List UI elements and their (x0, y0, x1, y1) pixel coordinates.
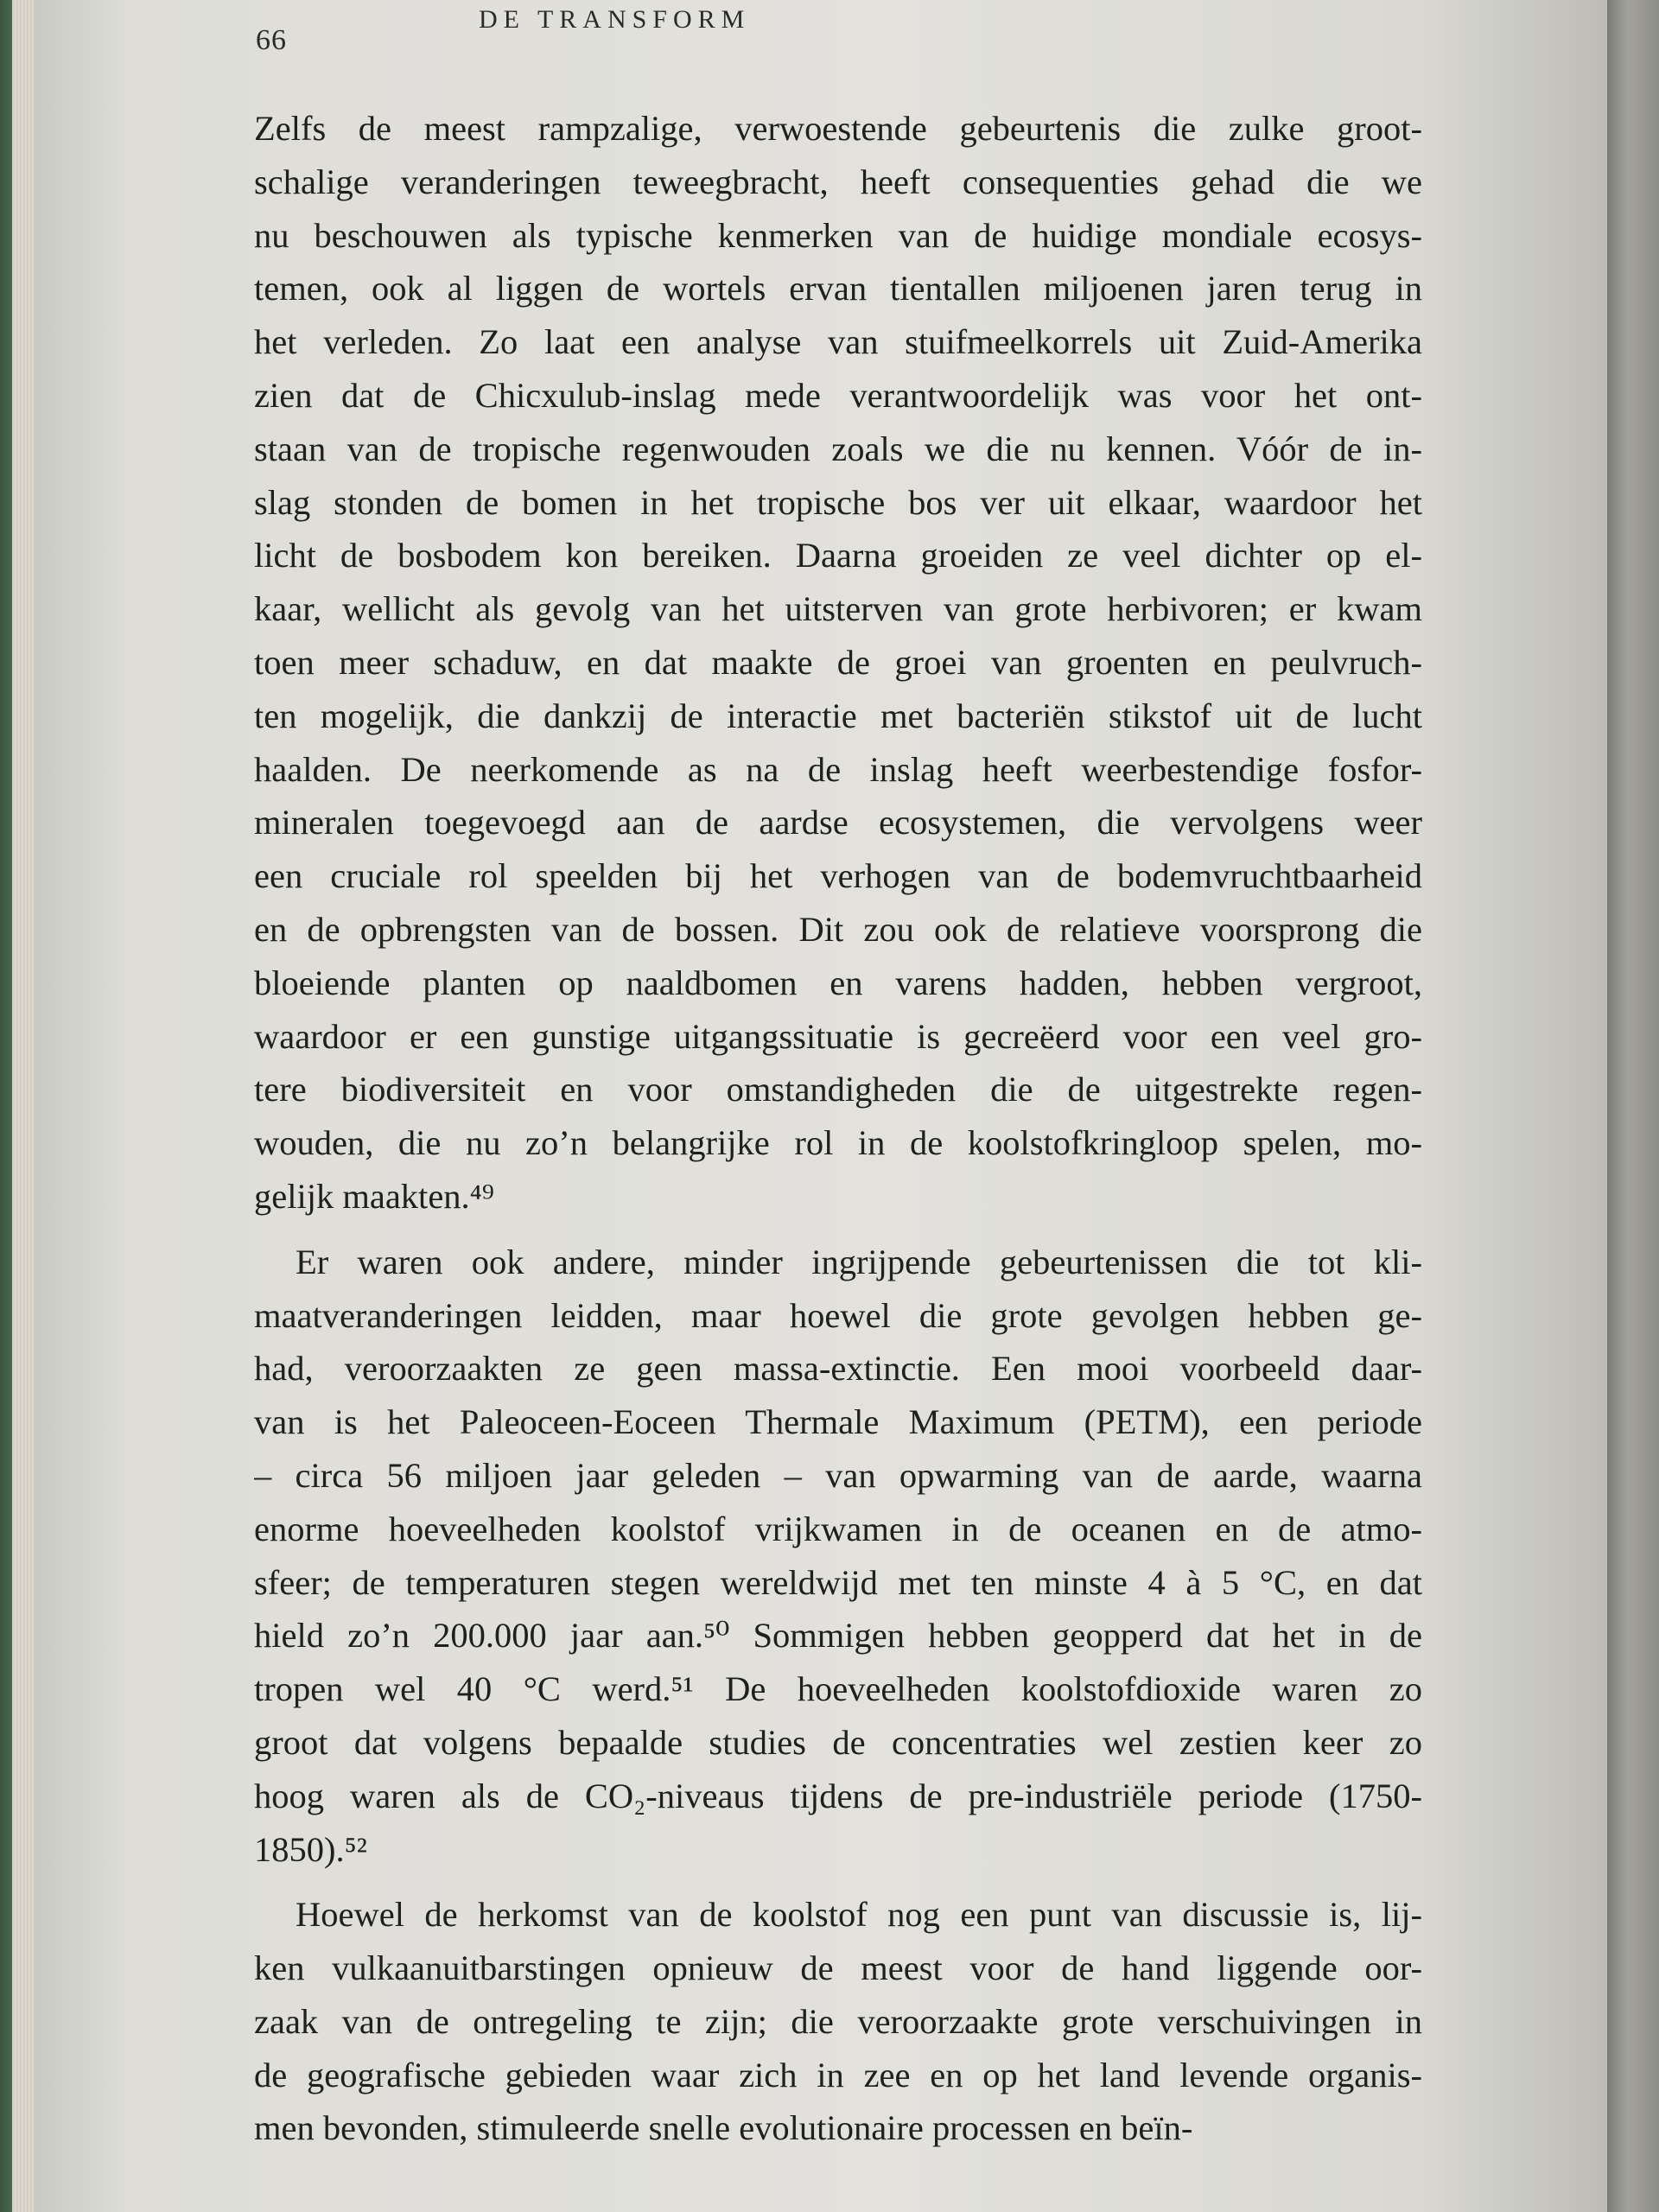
text-line: van is het Paleoceen-Eoceen Thermale Maximum (PETM), een periode (254, 1402, 1422, 1442)
text-line: temen, ook al liggen de wortels ervan tientallen miljoenen jaren terug in (254, 269, 1422, 308)
text-line: gelijk maakten.⁴⁹ (254, 1176, 494, 1216)
paragraph-gap (254, 1876, 1422, 1888)
text-line: de geografische gebieden waar zich in zee en op het land levende organis- (254, 2055, 1422, 2094)
page-number: 66 (256, 24, 287, 56)
text-line: een cruciale rol speelden bij het verhogen van de bodemvruchtbaarheid (254, 856, 1422, 896)
text-line: waardoor er een gunstige uitgangssituatie is gecreëerd voor een veel gro- (254, 1016, 1422, 1056)
text-line: ten mogelijk, die dankzij de interactie met bacteriën stikstof uit de lucht (254, 696, 1422, 735)
text-line: had, veroorzaakten ze geen massa-extinctie. Een mooi voorbeeld daar- (254, 1349, 1422, 1389)
text-line: 1850).⁵² (254, 1829, 367, 1869)
text-line: zien dat de Chicxulub-inslag mede verantwoordelijk was voor het ont- (254, 375, 1422, 415)
text-line: het verleden. Zo laat een analyse van stuifmeelkorrels uit Zuid-Amerika (254, 322, 1422, 362)
text-line: Zelfs de meest rampzalige, verwoestende gebeurtenis die zulke groot- (254, 109, 1422, 148)
text-line: mineralen toegevoegd aan de aardse ecosystemen, die vervolgens weer (254, 803, 1422, 842)
text-line: maatveranderingen leidden, maar hoewel die grote gevolgen hebben ge- (254, 1295, 1422, 1335)
body-text (254, 102, 1422, 2155)
text-line: wouden, die nu zo’n belangrijke rol in de koolstofkringloop spelen, mo- (254, 1123, 1422, 1163)
paragraph-gap (254, 1224, 1422, 1236)
text-line: men bevonden, stimuleerde snelle evolutionaire processen en beïn- (254, 2108, 1193, 2148)
text-line: hield zo’n 200.000 jaar aan.⁵⁰ Sommigen hebben geopperd dat het in de (254, 1616, 1422, 1656)
text-line: groot dat volgens bepaalde studies de concentraties wel zestien keer zo (254, 1722, 1422, 1762)
text-line: bloeiende planten op naaldbomen en varens hadden, hebben vergroot, (254, 963, 1422, 1002)
paragraph (254, 1888, 1422, 2155)
text-line: tropen wel 40 °C werd.⁵¹ De hoeveelheden koolstofdioxide waren zo (254, 1669, 1422, 1709)
paragraph (254, 102, 1422, 1224)
text-line: nu beschouwen als typische kenmerken van de huidige mondiale ecosys- (254, 215, 1422, 255)
text-line: toen meer schaduw, en dat maakte de groei van groenten en peulvruch- (254, 642, 1422, 682)
text-line: tere biodiversiteit en voor omstandigheden die de uitgestrekte regen- (254, 1070, 1422, 1109)
text-line: haalden. De neerkomende as na de inslag heeft weerbestendige fosfor- (254, 749, 1422, 789)
text-line: licht de bosbodem kon bereiken. Daarna groeiden ze veel dichter op el- (254, 536, 1422, 575)
text-line: enorme hoeveelheden koolstof vrijkwamen in de oceanen en de atmo- (254, 1509, 1422, 1548)
text-line: sfeer; de temperaturen stegen wereldwijd met ten minste 4 à 5 °C, en dat (254, 1562, 1422, 1602)
running-head: DE TRANSFORM (479, 5, 751, 34)
text-line: hoog waren als de CO₂-niveaus tijdens de pre-industriële periode (1750- (254, 1776, 1422, 1815)
text-line: staan van de tropische regenwouden zoals we die nu kennen. Vóór de in- (254, 429, 1422, 468)
paragraph (254, 1236, 1422, 1877)
text-line: kaar, wellicht als gevolg van het uitsterven van grote herbivoren; er kwam (254, 589, 1422, 629)
page-right-edge (1607, 0, 1659, 2212)
page-header (256, 5, 1552, 57)
text-line: Hoewel de herkomst van de koolstof nog een punt van discussie is, lij- (296, 1895, 1422, 1935)
text-line: Er waren ook andere, minder ingrijpende gebeurtenissen die tot kli- (296, 1242, 1422, 1281)
text-line: zaak van de ontregeling te zijn; die veroorzaakte grote verschuivingen in (254, 2001, 1422, 2041)
text-line: schalige veranderingen teweegbracht, heeft consequenties gehad die we (254, 162, 1422, 201)
text-line: – circa 56 miljoen jaar geleden – van opwarming van de aarde, waarna (254, 1455, 1422, 1495)
text-line: ken vulkaanuitbarstingen opnieuw de meest voor de hand liggende oor- (254, 1948, 1422, 1988)
text-line: en de opbrengsten van de bossen. Dit zou ook de relatieve voorsprong die (254, 909, 1422, 949)
text-line: slag stonden de bomen in het tropische bos ver uit elkaar, waardoor het (254, 482, 1422, 522)
